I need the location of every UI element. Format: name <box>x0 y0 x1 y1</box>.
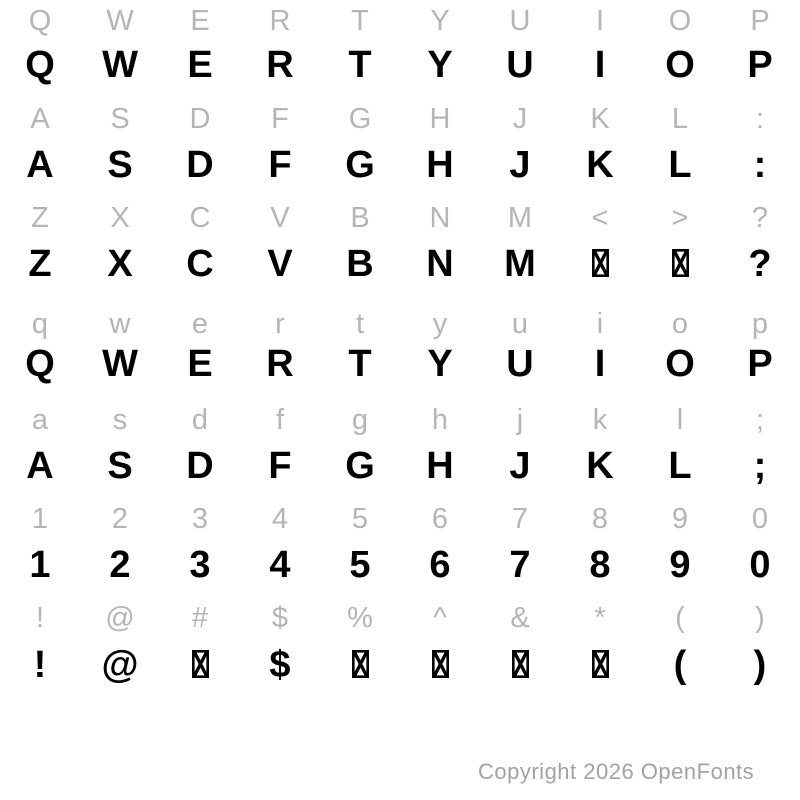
glyph-char: 0 <box>749 544 771 586</box>
reference-char: o <box>671 308 689 340</box>
glyph-char: R <box>266 44 294 86</box>
glyph-char: G <box>345 445 375 487</box>
notdef-box-icon <box>592 249 609 277</box>
reference-char: V <box>270 202 290 234</box>
glyph-char: E <box>187 44 213 86</box>
reference-char: 6 <box>431 503 449 535</box>
glyph-char: W <box>102 343 138 385</box>
reference-char: g <box>351 404 369 436</box>
glyph-char: 6 <box>429 544 451 586</box>
reference-char: U <box>509 5 531 37</box>
glyph-char: R <box>266 343 294 385</box>
reference-char: K <box>590 103 610 135</box>
reference-char: t <box>355 308 365 340</box>
reference-char: q <box>31 308 49 340</box>
glyph-char: H <box>426 445 454 487</box>
glyph-char: D <box>186 445 214 487</box>
glyph-char: M <box>504 243 536 285</box>
glyph-notdef-cell <box>640 244 720 284</box>
reference-char: i <box>596 308 604 340</box>
reference-char: % <box>347 602 373 634</box>
reference-char: I <box>595 5 605 37</box>
glyph-char: Z <box>28 243 52 285</box>
reference-row-lowercase-top <box>0 309 800 339</box>
glyph-row-uppercase-home <box>0 145 800 185</box>
reference-char: D <box>189 103 211 135</box>
glyph-char: 8 <box>589 544 611 586</box>
reference-char: d <box>191 404 209 436</box>
glyph-char: H <box>426 144 454 186</box>
glyph-char: G <box>345 144 375 186</box>
glyph-char: V <box>267 243 293 285</box>
glyph-char: @ <box>101 644 139 686</box>
reference-char: N <box>429 202 451 234</box>
glyph-row-symbols <box>0 645 800 685</box>
reference-char: ? <box>751 202 769 234</box>
glyph-char: ! <box>33 644 47 686</box>
glyph-char: 3 <box>189 544 211 586</box>
glyph-char: D <box>186 144 214 186</box>
reference-char: 9 <box>671 503 689 535</box>
reference-char: J <box>512 103 528 135</box>
reference-char: B <box>350 202 370 234</box>
glyph-char: ) <box>753 644 767 686</box>
reference-char: H <box>429 103 451 135</box>
reference-char: 1 <box>31 503 49 535</box>
reference-char: 5 <box>351 503 369 535</box>
glyph-row-uppercase-bottom <box>0 244 800 284</box>
glyph-char: ; <box>753 445 767 487</box>
reference-char: ^ <box>433 602 447 634</box>
glyph-char: O <box>665 343 695 385</box>
notdef-box-icon <box>432 650 449 678</box>
reference-char: w <box>109 308 131 340</box>
glyph-char: 9 <box>669 544 691 586</box>
glyph-char: ? <box>748 243 772 285</box>
reference-char: S <box>110 103 130 135</box>
reference-char: a <box>31 404 49 436</box>
glyph-char: Y <box>427 343 453 385</box>
glyph-char: S <box>107 144 133 186</box>
reference-row-lowercase-home <box>0 405 800 435</box>
reference-row-symbols <box>0 603 800 633</box>
reference-char: # <box>191 602 209 634</box>
glyph-char: $ <box>269 644 291 686</box>
reference-char: 8 <box>591 503 609 535</box>
reference-char: r <box>275 308 285 340</box>
glyph-char: L <box>668 445 692 487</box>
glyph-char: S <box>107 445 133 487</box>
reference-char: A <box>30 103 50 135</box>
glyph-char: I <box>594 343 606 385</box>
reference-char: 2 <box>111 503 129 535</box>
reference-char: P <box>750 5 770 37</box>
glyph-char: F <box>268 445 292 487</box>
glyph-char: U <box>506 44 534 86</box>
reference-row-digits <box>0 504 800 534</box>
reference-char: p <box>751 308 769 340</box>
glyph-notdef-cell <box>560 645 640 685</box>
reference-char: h <box>431 404 449 436</box>
glyph-char: K <box>586 144 614 186</box>
glyph-char: A <box>26 445 54 487</box>
reference-row-uppercase-bottom <box>0 203 800 233</box>
glyph-row-lowercase-top <box>0 344 800 384</box>
glyph-char: J <box>509 144 531 186</box>
glyph-char: 4 <box>269 544 291 586</box>
glyph-char: P <box>747 44 773 86</box>
reference-char: & <box>510 602 530 634</box>
reference-char: T <box>351 5 369 37</box>
glyph-char: Y <box>427 44 453 86</box>
reference-char: > <box>671 202 689 234</box>
reference-char: @ <box>105 602 135 634</box>
reference-char: s <box>112 404 128 436</box>
reference-row-uppercase-top <box>0 6 800 36</box>
glyph-notdef-cell <box>160 645 240 685</box>
notdef-box-icon <box>592 650 609 678</box>
glyph-row-uppercase-top <box>0 45 800 85</box>
reference-char: L <box>671 103 689 135</box>
reference-char: k <box>592 404 608 436</box>
reference-char: y <box>432 308 448 340</box>
glyph-char: J <box>509 445 531 487</box>
glyph-char: ( <box>673 644 687 686</box>
glyph-notdef-cell <box>320 645 400 685</box>
notdef-box-icon <box>352 650 369 678</box>
reference-char: M <box>507 202 533 234</box>
glyph-notdef-cell <box>400 645 480 685</box>
reference-char: ; <box>755 404 765 436</box>
reference-char: E <box>190 5 210 37</box>
glyph-char: U <box>506 343 534 385</box>
notdef-box-icon <box>512 650 529 678</box>
glyph-char: T <box>348 44 372 86</box>
glyph-char: C <box>186 243 214 285</box>
reference-char: F <box>271 103 289 135</box>
reference-char: W <box>106 5 134 37</box>
glyph-char: : <box>753 144 767 186</box>
reference-row-uppercase-home <box>0 104 800 134</box>
glyph-row-digits <box>0 545 800 585</box>
notdef-box-icon <box>672 249 689 277</box>
reference-char: O <box>668 5 692 37</box>
glyph-char: K <box>586 445 614 487</box>
reference-char: C <box>189 202 211 234</box>
reference-char: G <box>348 103 372 135</box>
glyph-char: I <box>594 44 606 86</box>
glyph-char: Q <box>25 343 55 385</box>
glyph-char: F <box>268 144 292 186</box>
glyph-char: 1 <box>29 544 51 586</box>
reference-char: j <box>516 404 524 436</box>
copyright-text: Copyright 2026 OpenFonts <box>478 759 755 784</box>
glyph-char: E <box>187 343 213 385</box>
glyph-char: 7 <box>509 544 531 586</box>
reference-char: X <box>110 202 130 234</box>
glyph-row-lowercase-home <box>0 446 800 486</box>
reference-char: l <box>676 404 684 436</box>
reference-char: * <box>594 602 606 634</box>
glyph-char: O <box>665 44 695 86</box>
glyph-char: X <box>107 243 133 285</box>
reference-char: : <box>755 103 765 135</box>
reference-char: ! <box>35 602 45 634</box>
glyph-char: L <box>668 144 692 186</box>
glyph-char: 5 <box>349 544 371 586</box>
reference-char: f <box>275 404 285 436</box>
reference-char: Y <box>430 5 450 37</box>
glyph-char: W <box>102 44 138 86</box>
glyph-char: T <box>348 343 372 385</box>
reference-char: ) <box>755 602 765 634</box>
reference-char: 7 <box>511 503 529 535</box>
reference-char: 3 <box>191 503 209 535</box>
reference-char: 4 <box>271 503 289 535</box>
glyph-char: N <box>426 243 454 285</box>
glyph-char: Q <box>25 44 55 86</box>
glyph-char: 2 <box>109 544 131 586</box>
notdef-box-icon <box>192 650 209 678</box>
glyph-notdef-cell <box>560 244 640 284</box>
glyph-char: B <box>346 243 374 285</box>
glyph-notdef-cell <box>480 645 560 685</box>
reference-char: Q <box>28 5 52 37</box>
reference-char: u <box>511 308 529 340</box>
reference-char: e <box>191 308 209 340</box>
reference-char: ( <box>675 602 685 634</box>
reference-char: 0 <box>751 503 769 535</box>
reference-char: Z <box>31 202 49 234</box>
glyph-char: P <box>747 343 773 385</box>
glyph-char: A <box>26 144 54 186</box>
reference-char: R <box>269 5 291 37</box>
reference-char: $ <box>271 602 289 634</box>
reference-char: < <box>591 202 609 234</box>
